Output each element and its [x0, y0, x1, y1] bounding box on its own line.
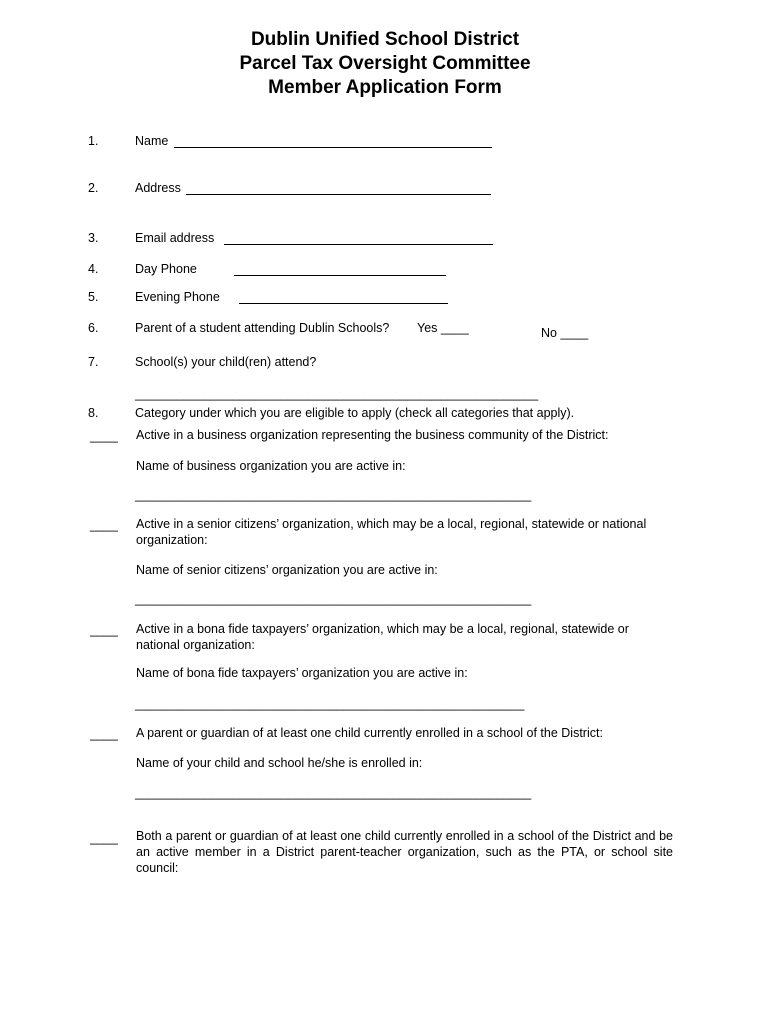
taxpayer-checkbox[interactable]: ____ [90, 623, 118, 637]
parent-question: Parent of a student attending Dublin Schools? [135, 321, 390, 335]
taxpayer-description: Active in a bona fide taxpayers’ organization, which may be a local, regional, statewide or national organization: [136, 622, 629, 652]
day-phone-field[interactable] [234, 261, 446, 276]
email-field[interactable] [224, 230, 493, 245]
taxpayer-prompt: Name of bona fide taxpayers’ organization you are active in: [136, 666, 468, 680]
name-label: Name [135, 134, 169, 148]
business-answer-field[interactable]: _________________________________________________________ [135, 488, 532, 502]
parent-answer-field[interactable]: _________________________________________________________ [135, 786, 532, 800]
item-number-3: 3. [88, 231, 99, 245]
senior-prompt: Name of senior citizens’ organization you are active in: [136, 563, 438, 577]
district-title: Dublin Unified School District [250, 29, 520, 50]
address-field[interactable] [186, 180, 491, 195]
item-number-4: 4. [88, 262, 99, 276]
item-number-5: 5. [88, 290, 99, 304]
senior-answer-field[interactable]: _________________________________________________________ [135, 592, 532, 606]
parent-prompt: Name of your child and school he/she is enrolled in: [136, 756, 423, 770]
item-number-8: 8. [88, 406, 99, 420]
email-label: Email address [135, 231, 215, 245]
item-number-2: 2. [88, 181, 99, 195]
evening-phone-label: Evening Phone [135, 290, 220, 304]
category-intro: Category under which you are eligible to apply (check all categories that apply). [135, 406, 575, 420]
business-prompt: Name of business organization you are active in: [136, 459, 406, 473]
parent-description: A parent or guardian of at least one child currently enrolled in a school of the District: [136, 726, 603, 740]
evening-phone-field[interactable] [239, 289, 448, 304]
senior-checkbox[interactable]: ____ [90, 518, 118, 532]
parent-pta-checkbox[interactable]: ____ [90, 831, 118, 845]
yes-checkbox[interactable]: Yes ____ [417, 321, 469, 335]
senior-description: Active in a senior citizens’ organization, which may be a local, regional, statewide or national organization: [136, 517, 647, 547]
day-phone-label: Day Phone [135, 262, 197, 276]
name-field[interactable] [174, 133, 492, 148]
schools-field[interactable]: __________________________________________________________ [135, 387, 539, 401]
item-number-6: 6. [88, 321, 99, 335]
parent-pta-description: Both a parent or guardian of at least one child currently enrolled in a school of the District and be an active member in a District parent-teacher organization, such as the PTA, or school site council: [136, 829, 673, 875]
taxpayer-answer-field[interactable]: ________________________________________________________ [135, 697, 525, 711]
schools-question: School(s) your child(ren) attend? [135, 355, 317, 369]
address-label: Address [135, 181, 181, 195]
item-number-7: 7. [88, 355, 99, 369]
no-checkbox[interactable]: No ____ [541, 326, 589, 340]
item-number-1: 1. [88, 134, 99, 148]
business-checkbox[interactable]: ____ [90, 429, 118, 443]
parent-checkbox[interactable]: ____ [90, 727, 118, 741]
form-title: Member Application Form [268, 77, 502, 98]
business-description: Active in a business organization representing the business community of the District: [136, 428, 609, 442]
committee-title: Parcel Tax Oversight Committee [239, 53, 531, 74]
